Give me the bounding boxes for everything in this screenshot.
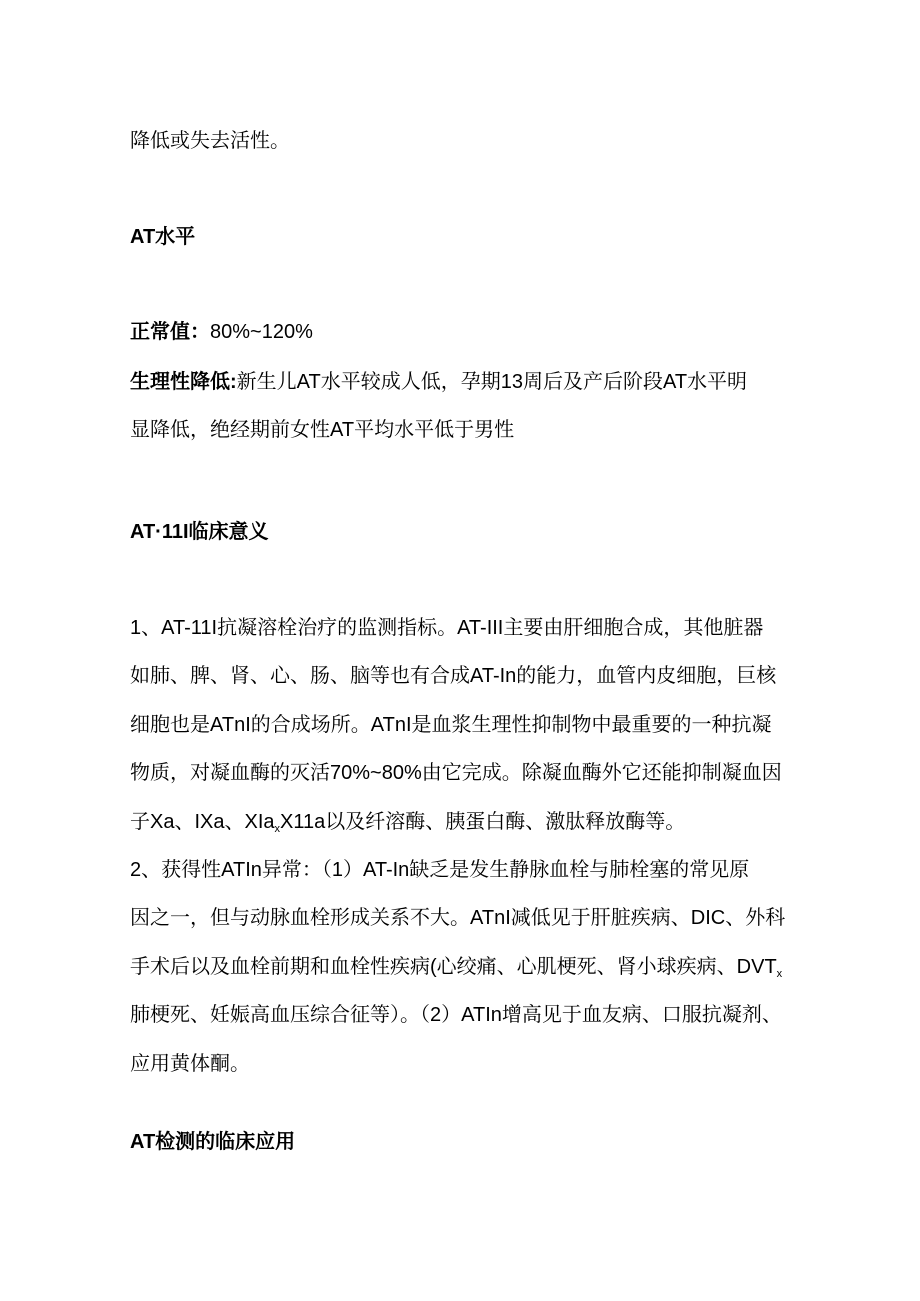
paragraph-1-line-1: 1、AT-11I抗凝溶栓治疗的监测指标。AT-III主要由肝细胞合成，其他脏器 (130, 617, 764, 639)
paragraph-2-line-3 (130, 955, 782, 979)
paragraph-1-line-4: 物质，对凝血酶的灭活70%~80%由它完成。除凝血酶外它还能抑制凝血因 (130, 762, 782, 784)
normal-value-label: 正常值： (130, 321, 210, 343)
physiological-decrease-line-1 (130, 370, 747, 394)
paragraph-2-line-1: 2、获得性ATIn异常：（1）AT-In缺乏是发生静脉血栓与肺栓塞的常见原 (130, 859, 750, 881)
paragraph-2-line-3-text: 手术后以及血栓前期和血栓性疾病(心绞痛、心肌梗死、肾小球疾病、DVT (130, 956, 777, 978)
normal-value: 80%~120% (210, 321, 313, 343)
paragraph-2-line-2: 因之一，但与动脉血栓形成关系不大。ATnI减低见于肝脏疾病、DIC、外科 (130, 907, 786, 929)
physiological-decrease-text-2: 显降低，绝经期前女性AT平均水平低于男性 (130, 419, 515, 441)
heading-detection-application: AT检测的临床应用 (130, 1131, 296, 1153)
paragraph-2-line-5: 应用黄体酮。 (130, 1053, 250, 1075)
heading-clinical-significance: AT·11I临床意义 (130, 521, 269, 543)
subscript-x: x (274, 823, 281, 835)
fragment-text: 降低或失去活性。 (130, 130, 290, 152)
paragraph-1-line-2: 如肺、脾、肾、心、肠、脑等也有合成AT-In的能力，血管内皮细胞，巨核 (130, 665, 777, 687)
paragraph-1-line-5 (130, 810, 685, 834)
paragraph-1-line-3: 细胞也是ATnI的合成场所。ATnI是血浆生理性抑制物中最重要的一种抗凝 (130, 714, 772, 736)
paragraph-2-line-4: 肺梗死、妊娠高血压综合征等）。（2）ATIn增高见于血友病、口服抗凝剂、 (130, 1004, 782, 1026)
heading-at-level: AT水平 (130, 226, 196, 248)
physiological-decrease-text-1: 新生儿AT水平较成人低，孕期13周后及产后阶段AT水平明 (236, 371, 748, 393)
paragraph-1-line-5-a: 子Xa、IXa、XIa (130, 811, 275, 833)
normal-value-row (130, 320, 313, 344)
subscript-x-2: x (776, 968, 783, 980)
paragraph-1-line-5-b: X11a以及纤溶酶、胰蛋白酶、激肽释放酶等。 (280, 811, 686, 833)
physiological-decrease-label: 生理性降低: (130, 371, 237, 393)
